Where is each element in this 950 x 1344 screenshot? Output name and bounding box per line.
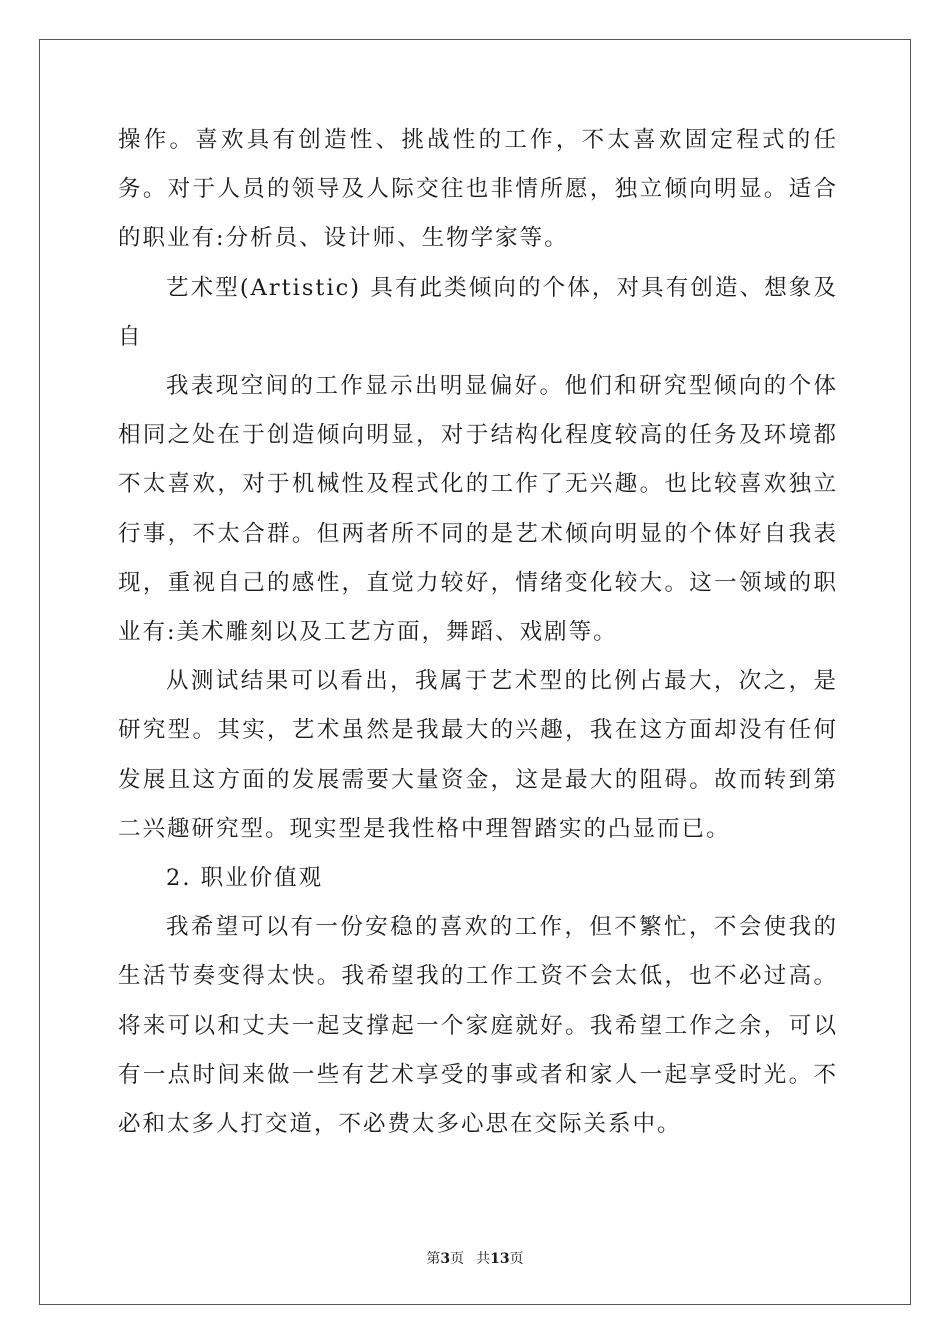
total-prefix: 共 (476, 1251, 491, 1267)
total-pages: 13 (490, 1251, 510, 1267)
paragraph-4: 从测试结果可以看出，我属于艺术型的比例占最大，次之，是研究型。其实，艺术虽然是我最大的兴趣，我在这方面却没有任何发展且这方面的发展需要大量资金，这是最大的阻碍。故而转到第二兴趣研究型。现实型是我性格中理智踏实的凸显而已。 (118, 668, 838, 842)
document-body (118, 116, 838, 1149)
total-suffix: 页 (509, 1251, 524, 1267)
paragraph-1: 操作。喜欢具有创造性、挑战性的工作，不太喜欢固定程式的任务。对于人员的领导及人际交往也非情所愿，独立倾向明显。适合的职业有:分析员、设计师、生物学家等。 (118, 127, 838, 252)
page-number: 3 (440, 1251, 451, 1267)
page-prefix: 第 (426, 1251, 441, 1267)
section-heading: 2. 职业价值观 (166, 865, 324, 892)
page-suffix: 页 (450, 1251, 465, 1267)
paragraph-3: 我表现空间的工作显示出明显偏好。他们和研究型倾向的个体相同之处在于创造倾向明显，对于结构化程度较高的任务及环境都不太喜欢，对于机械性及程式化的工作了无兴趣。也比较喜欢独立行事，不太合群。但两者所不同的是艺术倾向明显的个体好自我表现，重视自己的感性，直觉力较好，情绪变化较大。这一领域的职业有:美术雕刻以及工艺方面，舞蹈、戏剧等。 (118, 373, 838, 646)
page-footer (0, 1248, 950, 1268)
paragraph-5: 我希望可以有一份安稳的喜欢的工作，但不繁忙，不会使我的生活节奏变得太快。我希望我的工作工资不会太低，也不必过高。将来可以和丈夫一起支撑起一个家庭就好。我希望工作之余，可以有一点时间来做一些有艺术享受的事或者和家人一起享受时光。不必和太多人打交道，不必费太多心思在交际关系中。 (118, 914, 838, 1138)
paragraph-2: 艺术型(Artistic) 具有此类倾向的个体，对具有创造、想象及自 (118, 274, 838, 350)
